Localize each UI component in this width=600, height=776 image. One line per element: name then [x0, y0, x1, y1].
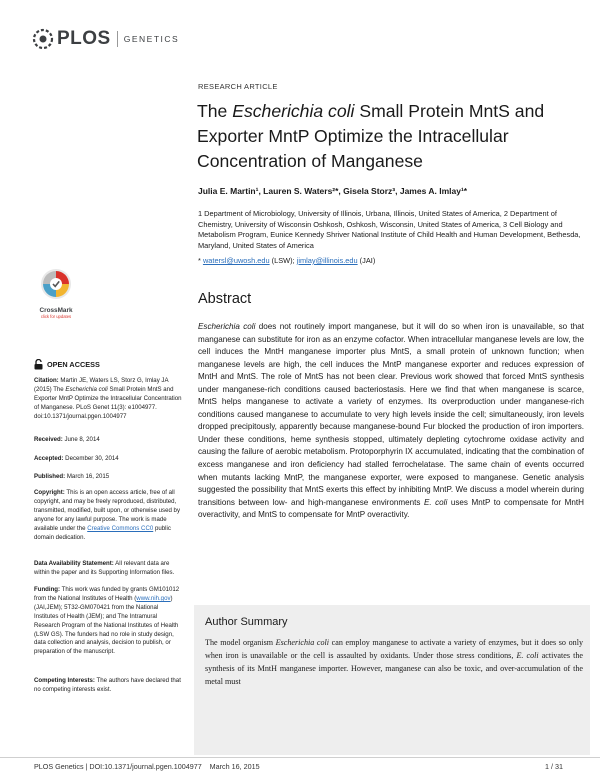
abstract-body [198, 321, 584, 522]
crossmark-label: CrossMark [39, 307, 73, 314]
summary-italic-2: E. coli [516, 651, 539, 660]
nih-link[interactable]: www.nih.gov [136, 594, 171, 602]
abstract-text-2: uses MntP to compensate for MntH overactivity, and MntS to compensate for MntP overactivity. [198, 497, 584, 520]
crossmark-icon [34, 266, 78, 310]
received-value: June 8, 2014 [62, 436, 100, 443]
summary-text-3: activates the synthesis of its MntH manganese importer. However, manganese can also be toxic, and over-accumulation of the metal must [205, 651, 583, 686]
cc0-link[interactable]: Creative Commons CC0 [87, 524, 154, 532]
published-label: Published: [34, 473, 66, 480]
competing-value: The authors have declared that no competing interests exist. [34, 677, 181, 693]
crossmark-badge[interactable] [34, 266, 78, 319]
journal-name: GENETICS [123, 34, 180, 44]
correspondence-tag-1: (LSW); [269, 256, 297, 265]
open-access-label: OPEN ACCESS [47, 360, 100, 369]
abstract-heading: Abstract [198, 291, 252, 307]
page-number: 1 / 31 [545, 762, 563, 771]
open-lock-icon [34, 359, 43, 370]
summary-text-1: The model organism [205, 638, 276, 647]
title-post: Small Protein MntS and Exporter MntP Optimize the Intracellular Concentration of Manganese [197, 101, 545, 171]
published-date [34, 473, 184, 482]
email-link-imlay[interactable]: jimlay@illinois.edu [296, 256, 358, 265]
citation-post: Small Protein MntS and Exporter MntP Optimize the Intracellular Concentration of Manganese. PLoS Genet 11(3): e1004977. doi:10.1371/journal.pgen.1004977 [34, 385, 182, 420]
accepted-label: Accepted: [34, 455, 64, 462]
published-value: March 16, 2015 [65, 473, 110, 480]
competing-interests-block [34, 677, 184, 695]
copyright-post: public domain dedication. [34, 524, 171, 541]
plos-genetics-logo[interactable] [32, 26, 192, 52]
funding-block [34, 586, 184, 657]
summary-italic-1: Escherichia coli [275, 638, 330, 647]
title-pre: The [197, 101, 233, 121]
article-title [197, 99, 582, 174]
availability-value: All relevant data are within the paper and its Supporting Information files. [34, 560, 175, 576]
citation-italic: Escherichia coli [65, 385, 108, 393]
plos-logo-icon [32, 28, 54, 50]
citation-label: Citation: [34, 377, 59, 384]
copyright-block [34, 489, 184, 542]
abstract-text-1: does not routinely import manganese, but it will do so when iron is unavailable, so that manganese can substitute for iron as an enzyme cofactor. When intracellular manganese levels are low, the cell induces the MntH manganese importer plus MntS, a small protein of unknown function; when manganese levels are high, the cell induces the MntP manganese exporter and reduces expression of MntH and MntS. The role of MntS has not been clear. Previous work showed that forced MntS synthesis under manganese-rich conditions caused bacteriostasis. Here we find that when manganese is scarce, MntS helps manganese to activate a variety of enzymes. Its overproduction under manganese-rich conditions caused manganese to accumulate to very high levels inside the cell; simultaneously, iron levels dropped precipitously, apparently because manganese-bound Fur blocked the production of iron importers. Under these conditions, heme synthesis stopped, ultimately depleting cytochrome oxidase activity and causing the failure of aerobic metabolism. Protoporphyrin IX accumulated, indicating that the combination of excess manganese and iron deficiency had stalled ferrochelatase. The same chain of events occurred when mutants lacking MntP, the manganese exporter, were exposed to manganese. Genetic analysis suggested the possibility that MntS exerts this effect by inhibiting MntP. We discuss a model wherein during transitions between low- and high-manganese environments [198, 322, 585, 507]
footer-divider [0, 757, 600, 758]
author-list: Julia E. Martin¹, Lauren S. Waters²*, Gisela Storz³, James A. Imlay¹* [198, 186, 468, 196]
funding-label: Funding: [34, 586, 61, 593]
crossmark-sublabel: click for updates [40, 314, 72, 319]
funding-post: ) (JAI,JEM); 5T32-GM070421 from the National Institutes of Health (JEM); and The Intramural Research Program of the National Institutes of Health (LSW GS). The funders had no role in study design, data collection and analysis, decision to publish, or preparation of the manuscript. [34, 594, 179, 656]
email-link-waters[interactable]: watersl@uwosh.edu [202, 256, 270, 265]
author-summary-body [205, 636, 583, 688]
copyright-label: Copyright: [34, 489, 65, 496]
brand-name: PLOS [57, 28, 111, 49]
citation-block [34, 377, 184, 422]
author-affiliations: 1 Department of Microbiology, University of Illinois, Urbana, Illinois, United States of America, 2 Department of Chemistry, University of Wisconsin Oshkosh, Oshkosh, Wisconsin, United States of America, 3 Cell Biology and Metabolism Program, Eunice Kennedy Shriver National Institute of Child Health and Human Development, Bethesda, Maryland, United States of America [198, 209, 581, 250]
summary-text-2: can employ manganese to activate a variety of enzymes, but it does so only when iron is unavailable or the cell is assaulted by oxidants. Under those stress conditions, [205, 638, 583, 660]
citation-pre: Martin JE, Waters LS, Storz G, Imlay JA (2015) The [34, 377, 169, 393]
accepted-date [34, 455, 184, 464]
availability-label: Data Availability Statement: [34, 560, 114, 567]
correspondence-line [198, 256, 375, 265]
funding-pre: This work was funded by grants GM101012 from the National Institutes of Health ( [34, 586, 180, 602]
footer-citation: PLOS Genetics | DOI:10.1371/journal.pgen.1004977 March 16, 2015 [34, 762, 260, 771]
competing-label: Competing Interests: [34, 677, 95, 684]
received-label: Received: [34, 436, 63, 443]
data-availability-block [34, 560, 184, 578]
correspondence-tag-2: (JAI) [357, 256, 376, 265]
abstract-mid-italic: E. coli [423, 497, 448, 507]
title-italic: Escherichia coli [232, 101, 355, 121]
received-date [34, 436, 184, 445]
correspondence-marker: * [198, 256, 203, 265]
copyright-pre: This is an open access article, free of all copyright, and may be freely reproduced, distributed, transmitted, modified, built upon, or otherwise used by anyone for any lawful purpose. The work is made available under the [34, 489, 180, 532]
article-type-label: RESEARCH ARTICLE [198, 82, 278, 91]
abstract-lead-italic: Escherichia coli [198, 322, 256, 331]
open-access-badge [34, 359, 100, 370]
logo-separator [117, 31, 118, 47]
author-summary-heading: Author Summary [205, 616, 288, 628]
accepted-value: December 30, 2014 [63, 455, 119, 462]
